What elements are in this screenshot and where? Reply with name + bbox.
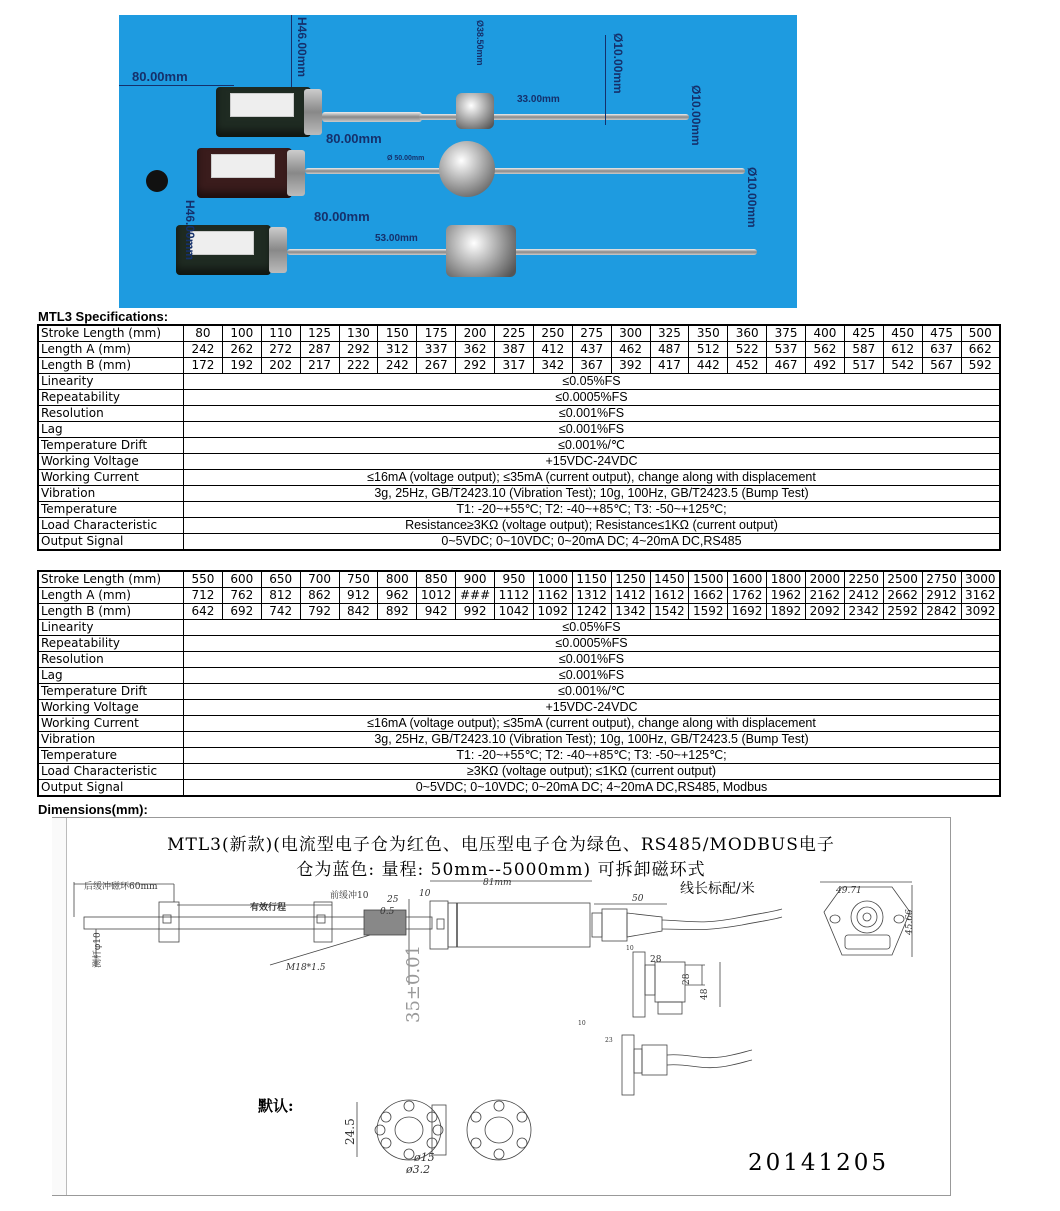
param-label: Temperature bbox=[38, 502, 184, 518]
param-value: ≤0.001%FS bbox=[184, 668, 1001, 684]
param-label: Temperature bbox=[38, 748, 184, 764]
cell-value: 3162 bbox=[961, 588, 1000, 604]
cell-value: 1162 bbox=[533, 588, 572, 604]
row-param bbox=[38, 422, 1000, 438]
row-label: Stroke Length (mm) bbox=[38, 325, 184, 342]
row-param bbox=[38, 764, 1000, 780]
float-cylinder bbox=[446, 225, 516, 277]
param-value: 3g, 25Hz, GB/T2423.10 (Vibration Test); 10g, 100Hz, GB/T2423.5 (Bump Test) bbox=[184, 732, 1001, 748]
param-label: Working Voltage bbox=[38, 700, 184, 716]
label-ring-15: ø15 bbox=[414, 1151, 435, 1164]
cell-value: 1542 bbox=[650, 604, 689, 620]
param-label: Lag bbox=[38, 668, 184, 684]
cell-value: 692 bbox=[222, 604, 261, 620]
cell-value: 1150 bbox=[572, 571, 611, 588]
drawing-title-line2: 仓为蓝色: 量程: 50mm--5000mm) 可拆卸磁环式 bbox=[296, 860, 706, 880]
cell-value: 200 bbox=[456, 325, 495, 342]
param-value: ≤0.0005%FS bbox=[184, 390, 1001, 406]
row-param bbox=[38, 684, 1000, 700]
cell-value: 80 bbox=[184, 325, 223, 342]
row-param bbox=[38, 748, 1000, 764]
dimensions-title: Dimensions(mm): bbox=[38, 802, 148, 817]
label-default: 默认: bbox=[258, 1097, 294, 1115]
cell-value: 292 bbox=[456, 358, 495, 374]
cell-value: 487 bbox=[650, 342, 689, 358]
label-conn-10: 10 bbox=[626, 945, 634, 952]
sensor-rod bbox=[305, 168, 745, 174]
param-label: Output Signal bbox=[38, 534, 184, 551]
sensor-housing-green bbox=[216, 87, 311, 137]
label-conn-48: 48 bbox=[700, 988, 710, 1000]
cell-value: 862 bbox=[300, 588, 339, 604]
cell-value: 2092 bbox=[806, 604, 845, 620]
dim-float1-dia: Ø38.50mm bbox=[475, 20, 485, 66]
param-label: Vibration bbox=[38, 732, 184, 748]
label-conn2-23: 23 bbox=[605, 1037, 613, 1044]
sensor-housing-red bbox=[197, 148, 292, 198]
row-length-b bbox=[38, 604, 1000, 620]
row-param bbox=[38, 534, 1000, 551]
cell-value: 2412 bbox=[844, 588, 883, 604]
cell-value: 3092 bbox=[961, 604, 1000, 620]
cable-cap bbox=[146, 170, 168, 192]
cell-value: 562 bbox=[806, 342, 845, 358]
cell-value: 2842 bbox=[922, 604, 961, 620]
cell-value: 450 bbox=[883, 325, 922, 342]
sensor-rod bbox=[287, 249, 757, 255]
cell-value: 250 bbox=[533, 325, 572, 342]
cell-value: 1242 bbox=[572, 604, 611, 620]
cell-value: 2592 bbox=[883, 604, 922, 620]
cell-value: 2750 bbox=[922, 571, 961, 588]
cell-value: 1762 bbox=[728, 588, 767, 604]
cell-value: 442 bbox=[689, 358, 728, 374]
label-ring-245: 24.5 bbox=[343, 1118, 357, 1145]
param-value: 0~5VDC; 0~10VDC; 0~20mA DC; 4~20mA DC,RS485 bbox=[184, 534, 1001, 551]
cell-value: 1412 bbox=[611, 588, 650, 604]
cell-value: 417 bbox=[650, 358, 689, 374]
param-label: Repeatability bbox=[38, 636, 184, 652]
label-conn-28v: 28 bbox=[682, 973, 692, 985]
cell-value: 350 bbox=[689, 325, 728, 342]
specs-title: MTL3 Specifications: bbox=[38, 309, 169, 324]
label-conn-28: 28 bbox=[650, 955, 662, 965]
param-value: +15VDC-24VDC bbox=[184, 454, 1001, 470]
row-label: Stroke Length (mm) bbox=[38, 571, 184, 588]
sensor-flange bbox=[269, 227, 287, 273]
float-cylinder bbox=[456, 93, 494, 129]
cell-value: 412 bbox=[533, 342, 572, 358]
cell-value: 1692 bbox=[728, 604, 767, 620]
param-value: ≤0.001%/℃ bbox=[184, 438, 1001, 454]
cell-value: 317 bbox=[495, 358, 534, 374]
cell-value: 892 bbox=[378, 604, 417, 620]
cell-value: 242 bbox=[184, 342, 223, 358]
row-param bbox=[38, 732, 1000, 748]
cell-value: 2342 bbox=[844, 604, 883, 620]
cell-value: 1312 bbox=[572, 588, 611, 604]
cell-value: 437 bbox=[572, 342, 611, 358]
cell-value: 912 bbox=[339, 588, 378, 604]
cell-value: 217 bbox=[300, 358, 339, 374]
param-value: 3g, 25Hz, GB/T2423.10 (Vibration Test); 10g, 100Hz, GB/T2423.5 (Bump Test) bbox=[184, 486, 1001, 502]
cell-value: 222 bbox=[339, 358, 378, 374]
cell-value: 242 bbox=[378, 358, 417, 374]
label-dim-05: 0.5 bbox=[380, 907, 395, 917]
cell-value: 2500 bbox=[883, 571, 922, 588]
cell-value: 942 bbox=[417, 604, 456, 620]
dim-rod1-dia: Ø10.00mm bbox=[611, 33, 625, 94]
dim-bottom-length: 80.00mm bbox=[314, 209, 370, 224]
cell-value: 125 bbox=[300, 325, 339, 342]
label-front-buffer: 前缓冲10 bbox=[330, 891, 369, 901]
label-thread: M18*1.5 bbox=[286, 963, 326, 973]
cell-value: 387 bbox=[495, 342, 534, 358]
row-stroke-length bbox=[38, 571, 1000, 588]
param-value: ≤0.001%/℃ bbox=[184, 684, 1001, 700]
dim-top-height: H46.00mm bbox=[295, 17, 309, 78]
dim-float1-offset: 33.00mm bbox=[517, 94, 560, 105]
spec-table-2 bbox=[37, 570, 1001, 797]
row-param bbox=[38, 374, 1000, 390]
cell-value: 712 bbox=[184, 588, 223, 604]
cell-value: 1042 bbox=[495, 604, 534, 620]
cell-value: 1612 bbox=[650, 588, 689, 604]
label-rod-dia: 测杆φ10 bbox=[93, 932, 103, 968]
cell-value: 492 bbox=[806, 358, 845, 374]
cell-value: 950 bbox=[495, 571, 534, 588]
cell-value: 567 bbox=[922, 358, 961, 374]
cell-value: 2000 bbox=[806, 571, 845, 588]
cell-value: 1800 bbox=[767, 571, 806, 588]
label-dim-81: 81mm bbox=[483, 878, 512, 888]
row-label: Length A (mm) bbox=[38, 588, 184, 604]
cell-value: 2912 bbox=[922, 588, 961, 604]
cell-value: 1250 bbox=[611, 571, 650, 588]
cell-value: 700 bbox=[300, 571, 339, 588]
dim-bottom-height: H46.00mm bbox=[183, 200, 197, 261]
cell-value: 2662 bbox=[883, 588, 922, 604]
label-dim-10: 10 bbox=[419, 889, 431, 899]
cell-value: 275 bbox=[572, 325, 611, 342]
cell-value: 1112 bbox=[495, 588, 534, 604]
param-label: Repeatability bbox=[38, 390, 184, 406]
param-value: ≤0.0005%FS bbox=[184, 636, 1001, 652]
row-param bbox=[38, 716, 1000, 732]
cell-value: 1342 bbox=[611, 604, 650, 620]
row-param bbox=[38, 470, 1000, 486]
cell-value: 842 bbox=[339, 604, 378, 620]
cell-value: 637 bbox=[922, 342, 961, 358]
row-param bbox=[38, 780, 1000, 797]
label-rear-buffer: 后缓冲磁环60mm bbox=[84, 882, 158, 892]
param-value: ≤16mA (voltage output); ≤35mA (current output), change along with displacement bbox=[184, 470, 1001, 486]
cell-value: 612 bbox=[883, 342, 922, 358]
param-value: ≤0.001%FS bbox=[184, 652, 1001, 668]
row-label: Length A (mm) bbox=[38, 342, 184, 358]
param-value: ≤16mA (voltage output); ≤35mA (current output), change along with displacement bbox=[184, 716, 1001, 732]
spec-table-1 bbox=[37, 324, 1001, 551]
cell-value: 150 bbox=[378, 325, 417, 342]
label-dim-25: 25 bbox=[387, 895, 399, 905]
cell-value: 742 bbox=[261, 604, 300, 620]
label-cable-note: 线长标配/米 bbox=[680, 881, 755, 897]
dim-float2-dia: Ø 50.00mm bbox=[387, 155, 425, 162]
cell-value: 642 bbox=[184, 604, 223, 620]
row-param bbox=[38, 700, 1000, 716]
cell-value: 452 bbox=[728, 358, 767, 374]
row-param bbox=[38, 438, 1000, 454]
cell-value: 962 bbox=[378, 588, 417, 604]
cell-value: 517 bbox=[844, 358, 883, 374]
cell-value: 600 bbox=[222, 571, 261, 588]
cell-value: ### bbox=[456, 588, 495, 604]
cell-value: 1662 bbox=[689, 588, 728, 604]
cell-value: 362 bbox=[456, 342, 495, 358]
row-param bbox=[38, 636, 1000, 652]
cell-value: 542 bbox=[883, 358, 922, 374]
cell-value: 1892 bbox=[767, 604, 806, 620]
param-label: Temperature Drift bbox=[38, 438, 184, 454]
param-value: 0~5VDC; 0~10VDC; 0~20mA DC; 4~20mA DC,RS485, Modbus bbox=[184, 780, 1001, 797]
param-value: ≥3KΩ (voltage output); ≤1KΩ (current output) bbox=[184, 764, 1001, 780]
param-label: Linearity bbox=[38, 620, 184, 636]
row-length-a bbox=[38, 588, 1000, 604]
param-value: ≤0.05%FS bbox=[184, 374, 1001, 390]
cell-value: 175 bbox=[417, 325, 456, 342]
cell-value: 287 bbox=[300, 342, 339, 358]
param-label: Output Signal bbox=[38, 780, 184, 797]
cell-value: 1500 bbox=[689, 571, 728, 588]
cell-value: 1012 bbox=[417, 588, 456, 604]
param-label: Temperature Drift bbox=[38, 684, 184, 700]
cell-value: 992 bbox=[456, 604, 495, 620]
cell-value: 292 bbox=[339, 342, 378, 358]
cell-value: 400 bbox=[806, 325, 845, 342]
cell-value: 312 bbox=[378, 342, 417, 358]
param-label: Load Characteristic bbox=[38, 764, 184, 780]
cell-value: 592 bbox=[961, 358, 1000, 374]
row-param bbox=[38, 454, 1000, 470]
cell-value: 467 bbox=[767, 358, 806, 374]
float-ball bbox=[439, 141, 495, 197]
cell-value: 342 bbox=[533, 358, 572, 374]
label-effective-stroke: 有效行程 bbox=[250, 903, 287, 913]
param-label: Resolution bbox=[38, 406, 184, 422]
cell-value: 172 bbox=[184, 358, 223, 374]
param-value: +15VDC-24VDC bbox=[184, 700, 1001, 716]
param-label: Working Voltage bbox=[38, 454, 184, 470]
cell-value: 850 bbox=[417, 571, 456, 588]
cell-value: 375 bbox=[767, 325, 806, 342]
row-label: Length B (mm) bbox=[38, 358, 184, 374]
cell-value: 1000 bbox=[533, 571, 572, 588]
cell-value: 812 bbox=[261, 588, 300, 604]
technical-drawing-lines bbox=[52, 817, 950, 1194]
row-param bbox=[38, 502, 1000, 518]
cell-value: 202 bbox=[261, 358, 300, 374]
cell-value: 1592 bbox=[689, 604, 728, 620]
param-label: Lag bbox=[38, 422, 184, 438]
row-param bbox=[38, 668, 1000, 684]
cell-value: 1450 bbox=[650, 571, 689, 588]
row-param bbox=[38, 652, 1000, 668]
sensor-flange bbox=[287, 150, 305, 196]
row-length-b bbox=[38, 358, 1000, 374]
param-value: T1: -20~+55℃; T2: -40~+85℃; T3: -50~+125℃; bbox=[184, 748, 1001, 764]
cell-value: 750 bbox=[339, 571, 378, 588]
param-label: Working Current bbox=[38, 716, 184, 732]
param-label: Load Characteristic bbox=[38, 518, 184, 534]
cell-value: 367 bbox=[572, 358, 611, 374]
cell-value: 792 bbox=[300, 604, 339, 620]
param-label: Linearity bbox=[38, 374, 184, 390]
row-param bbox=[38, 486, 1000, 502]
label-ring-32: ø3.2 bbox=[406, 1163, 431, 1176]
dim-top-length: 80.00mm bbox=[132, 69, 188, 84]
cell-value: 325 bbox=[650, 325, 689, 342]
dim-mid-length: 80.00mm bbox=[326, 131, 382, 146]
cell-value: 512 bbox=[689, 342, 728, 358]
cell-value: 522 bbox=[728, 342, 767, 358]
row-param bbox=[38, 406, 1000, 422]
cell-value: 3000 bbox=[961, 571, 1000, 588]
dim-rod3-dia: Ø10.00mm bbox=[745, 167, 759, 228]
param-value: T1: -20~+55℃; T2: -40~+85℃; T3: -50~+125℃; bbox=[184, 502, 1001, 518]
drawing-date: 20141205 bbox=[748, 1150, 890, 1176]
cell-value: 1092 bbox=[533, 604, 572, 620]
param-value: ≤0.001%FS bbox=[184, 406, 1001, 422]
cell-value: 337 bbox=[417, 342, 456, 358]
cell-value: 475 bbox=[922, 325, 961, 342]
label-conn2-10: 10 bbox=[578, 1020, 586, 1027]
row-param bbox=[38, 390, 1000, 406]
cell-value: 462 bbox=[611, 342, 650, 358]
dim-float3-offset: 53.00mm bbox=[375, 233, 418, 244]
cell-value: 130 bbox=[339, 325, 378, 342]
label-dim-35: 35±0.01 bbox=[403, 944, 424, 1023]
cell-value: 300 bbox=[611, 325, 650, 342]
cell-value: 2250 bbox=[844, 571, 883, 588]
cell-value: 100 bbox=[222, 325, 261, 342]
cell-value: 500 bbox=[961, 325, 1000, 342]
cell-value: 225 bbox=[495, 325, 534, 342]
cell-value: 537 bbox=[767, 342, 806, 358]
cell-value: 587 bbox=[844, 342, 883, 358]
param-label: Vibration bbox=[38, 486, 184, 502]
label-flange-height: 45.66 bbox=[905, 909, 915, 935]
param-label: Working Current bbox=[38, 470, 184, 486]
cell-value: 262 bbox=[222, 342, 261, 358]
param-value: ≤0.001%FS bbox=[184, 422, 1001, 438]
row-stroke-length bbox=[38, 325, 1000, 342]
cell-value: 550 bbox=[184, 571, 223, 588]
row-param bbox=[38, 518, 1000, 534]
cell-value: 900 bbox=[456, 571, 495, 588]
cell-value: 2162 bbox=[806, 588, 845, 604]
row-length-a bbox=[38, 342, 1000, 358]
dim-rod2-dia: Ø10.00mm bbox=[689, 85, 703, 146]
cell-value: 110 bbox=[261, 325, 300, 342]
param-value: Resistance≥3KΩ (voltage output); Resistance≤1KΩ (current output) bbox=[184, 518, 1001, 534]
cell-value: 650 bbox=[261, 571, 300, 588]
param-value: ≤0.05%FS bbox=[184, 620, 1001, 636]
cell-value: 272 bbox=[261, 342, 300, 358]
cell-value: 392 bbox=[611, 358, 650, 374]
product-photo bbox=[119, 15, 797, 308]
cell-value: 360 bbox=[728, 325, 767, 342]
cell-value: 1600 bbox=[728, 571, 767, 588]
cell-value: 1962 bbox=[767, 588, 806, 604]
label-dim-50: 50 bbox=[632, 894, 644, 904]
param-label: Resolution bbox=[38, 652, 184, 668]
cell-value: 425 bbox=[844, 325, 883, 342]
row-label: Length B (mm) bbox=[38, 604, 184, 620]
cell-value: 762 bbox=[222, 588, 261, 604]
label-flange-width: 49.71 bbox=[836, 886, 862, 896]
row-param bbox=[38, 620, 1000, 636]
sensor-rod bbox=[322, 112, 422, 122]
cell-value: 662 bbox=[961, 342, 1000, 358]
cell-value: 800 bbox=[378, 571, 417, 588]
sensor-flange bbox=[304, 89, 322, 135]
cell-value: 267 bbox=[417, 358, 456, 374]
drawing-title-line1: MTL3(新款)(电流型电子仓为红色、电压型电子仓为绿色、RS485/MODBUS电子 bbox=[167, 835, 835, 855]
cell-value: 192 bbox=[222, 358, 261, 374]
